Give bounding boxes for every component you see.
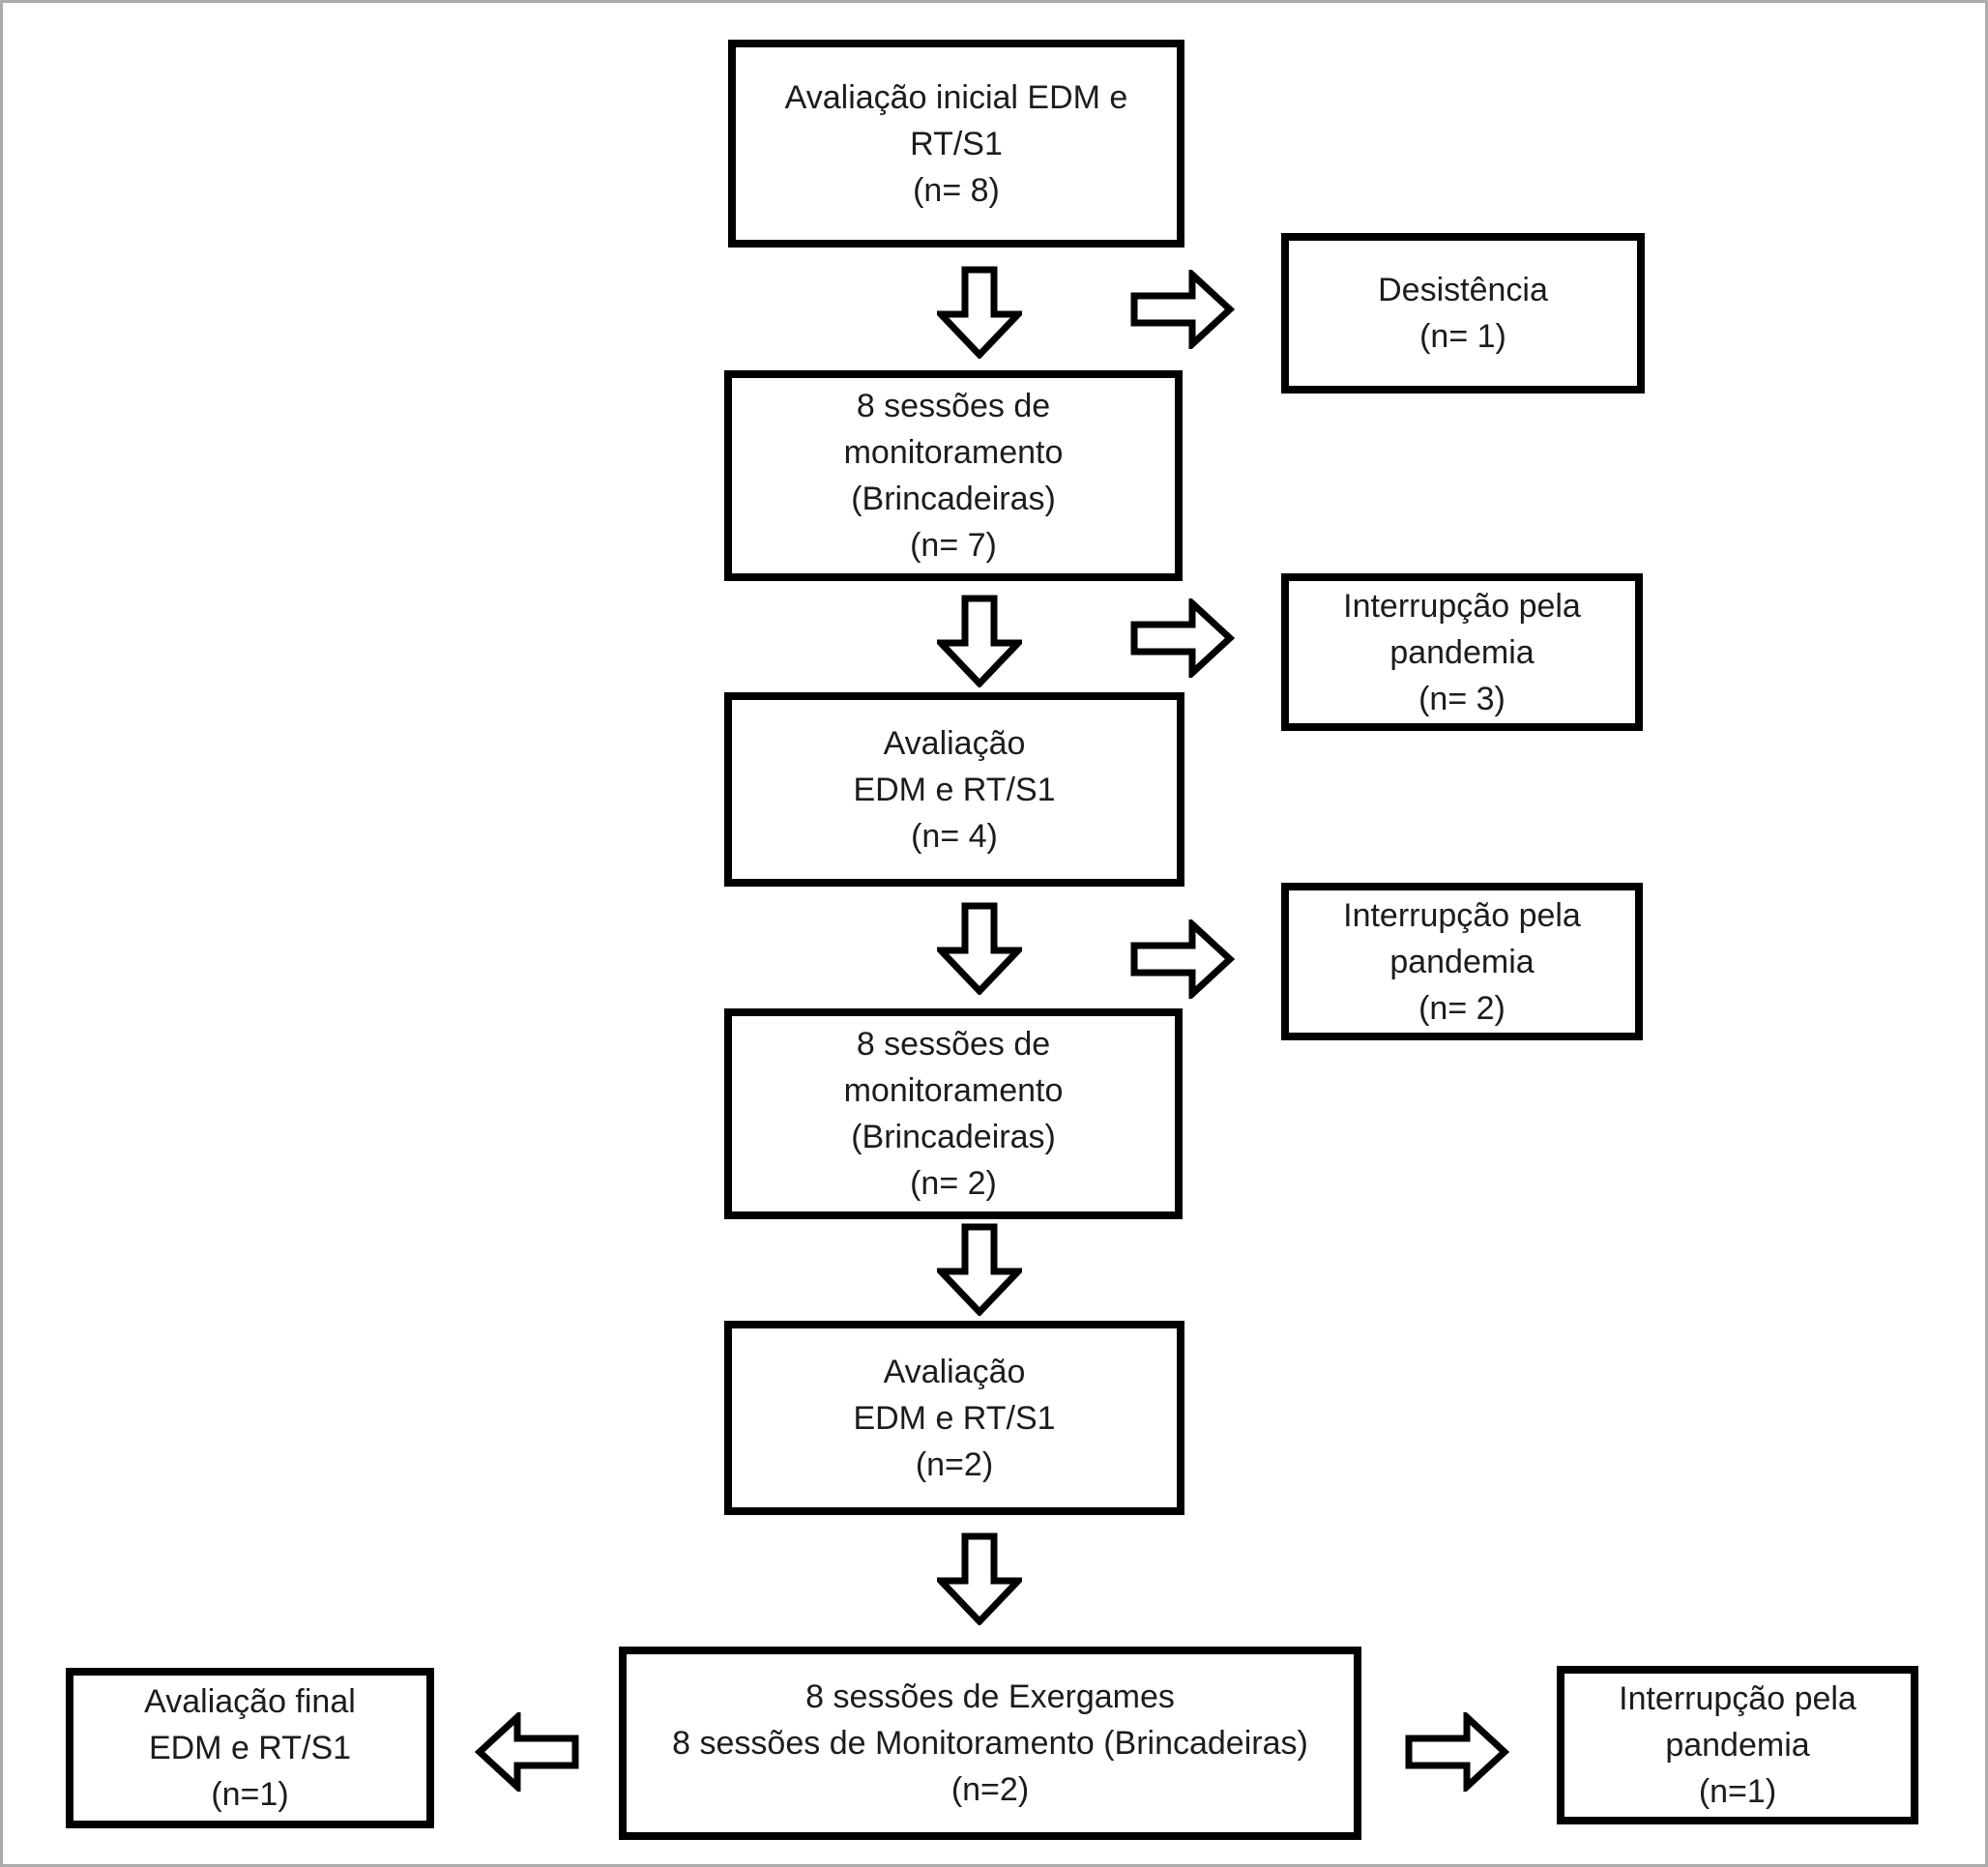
box-monitoramento-1 — [724, 370, 1183, 581]
box-line: Interrupção pela — [1343, 587, 1581, 625]
box-line: RT/S1 — [910, 125, 1003, 162]
box-line: (n= 2) — [910, 1165, 997, 1202]
left-arrow-icon — [475, 1712, 579, 1792]
box-line: (n= 7) — [910, 527, 997, 564]
box-line: Interrupção pela — [1619, 1680, 1856, 1717]
down-arrow-icon — [937, 902, 1022, 995]
right-arrow-icon — [1405, 1712, 1509, 1792]
box-line: EDM e RT/S1 — [853, 1399, 1056, 1437]
box-avaliacao-intermediaria-2 — [724, 1321, 1184, 1515]
box-avaliacao-intermediaria-1 — [724, 692, 1184, 887]
box-line: Avaliação final — [144, 1683, 356, 1720]
box-line: pandemia — [1389, 633, 1535, 671]
box-interrupcao-pandemia-1 — [1281, 573, 1643, 731]
box-line: pandemia — [1665, 1727, 1810, 1764]
box-line: Interrupção pela — [1343, 896, 1581, 934]
down-arrow-icon — [937, 1223, 1022, 1316]
box-line: (Brincadeiras) — [851, 481, 1056, 517]
box-line: pandemia — [1389, 943, 1535, 980]
right-arrow-icon — [1130, 598, 1235, 678]
down-arrow-icon — [937, 266, 1022, 359]
box-line: Desistência — [1378, 272, 1548, 308]
box-line: 8 sessões de — [856, 388, 1051, 424]
box-monitoramento-2 — [724, 1008, 1183, 1219]
down-arrow-icon — [937, 1532, 1022, 1625]
box-interrupcao-pandemia-2 — [1281, 883, 1643, 1040]
box-line: Avaliação inicial EDM e — [784, 78, 1128, 116]
box-desistencia — [1281, 233, 1645, 394]
box-line: (n=2) — [915, 1445, 994, 1483]
box-avaliacao-inicial — [728, 40, 1184, 248]
box-line: (n= 2) — [1418, 989, 1506, 1027]
box-line: Avaliação — [883, 1353, 1026, 1390]
box-line: 8 sessões de Exergames — [805, 1678, 1175, 1715]
box-line: 8 sessões de — [856, 1026, 1051, 1063]
box-line: EDM e RT/S1 — [148, 1730, 352, 1766]
box-line: (n=1) — [211, 1776, 289, 1813]
box-line: monitoramento — [843, 1072, 1064, 1109]
box-interrupcao-pandemia-3 — [1557, 1666, 1918, 1824]
box-line: EDM e RT/S1 — [853, 771, 1056, 808]
box-exergames — [619, 1647, 1361, 1840]
box-line: (n= 1) — [1419, 318, 1506, 355]
box-line: (n=2) — [950, 1771, 1030, 1808]
box-line: 8 sessões de Monitoramento (Brincadeiras) — [672, 1725, 1308, 1762]
box-line: (n= 4) — [911, 817, 998, 855]
right-arrow-icon — [1130, 919, 1235, 999]
box-line: monitoramento — [843, 434, 1064, 471]
box-line: (n= 3) — [1418, 680, 1506, 717]
box-line: (n= 8) — [913, 171, 1000, 209]
right-arrow-icon — [1130, 270, 1235, 349]
box-line: (Brincadeiras) — [851, 1119, 1056, 1155]
down-arrow-icon — [937, 595, 1022, 687]
box-line: (n=1) — [1698, 1773, 1777, 1810]
box-avaliacao-final — [66, 1668, 434, 1828]
box-line: Avaliação — [883, 724, 1026, 762]
